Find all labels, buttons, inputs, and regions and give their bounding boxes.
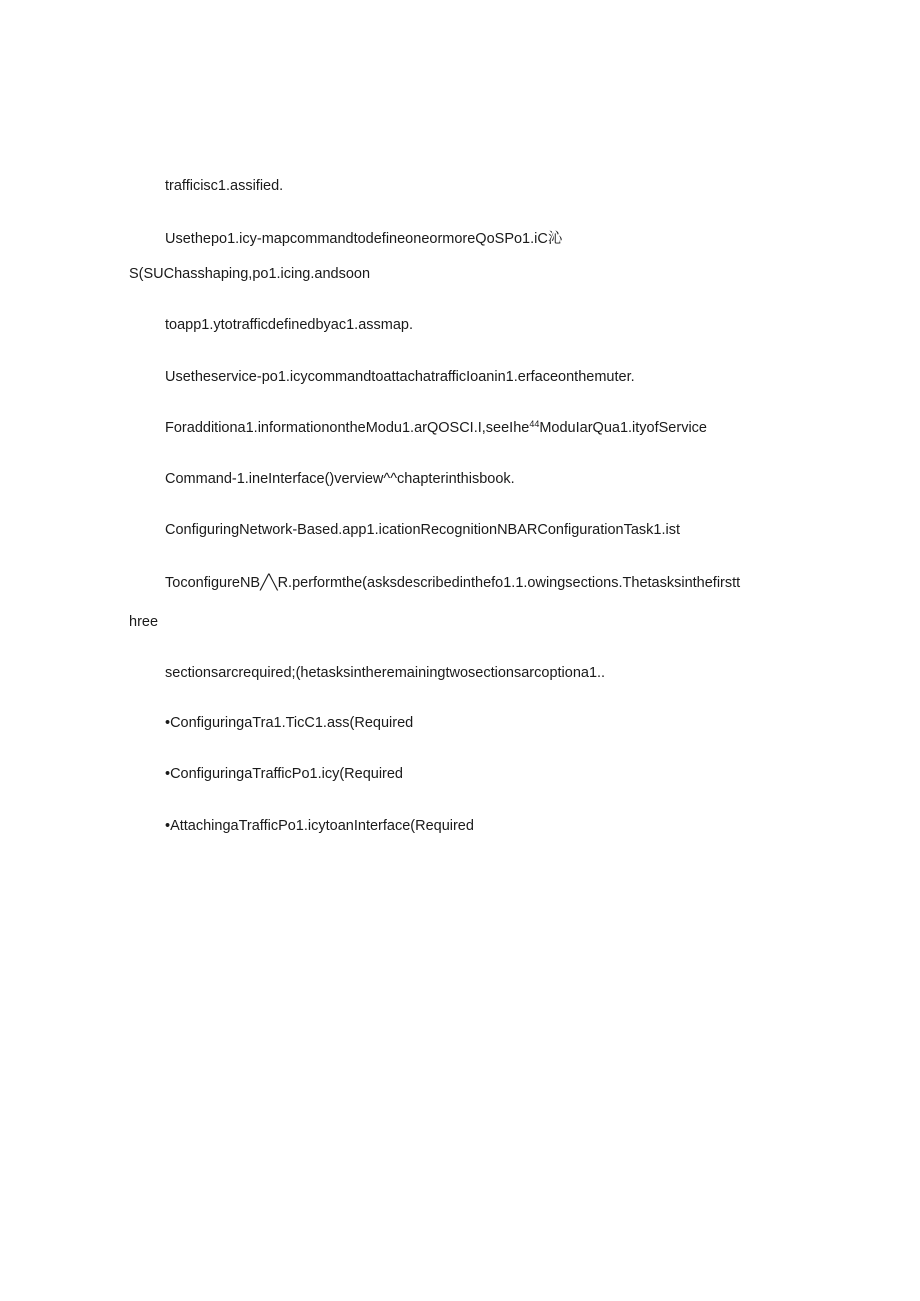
body-text-line — [165, 419, 707, 437]
body-text-line: hree — [129, 614, 159, 630]
body-text-line: trafficisc1.assified. — [165, 178, 284, 194]
bullet-item: •ConfiguringaTra1.TicC1.ass(Required — [165, 715, 414, 731]
body-text-line: toapp1.ytotrafficdefinedbyac1.assmap. — [165, 317, 414, 333]
body-text-line: Command-1.ineInterface()verview^^chapterinthisbook. — [165, 471, 515, 487]
body-text-line: sectionsarcrequired;(hetasksintheremainingtwosectionsarcoptiona1.. — [165, 665, 606, 681]
superscript-text: 44 — [529, 419, 540, 429]
text-segment: ModuIarQua1.ityofService — [539, 420, 707, 436]
body-text-line: Usetheservice-po1.icycommandtoattachatrafficIoanin1.erfaceonthemuter. — [165, 369, 635, 385]
body-text-line: Usethepo1.icy-mapcommandtodefineoneormoreQoSPo1.iC沁 — [165, 231, 563, 247]
text-segment: Foradditiona1.informationontheModu1.arQOSCI.I,seeIhe — [165, 420, 530, 436]
bullet-item: •AttachingaTrafficPo1.icytoanInterface(Required — [165, 818, 474, 834]
body-text-line: ToconfigureNB╱╲R.performthe(asksdescribedinthefo1.1.owingsections.Thetasksinthefirstt — [165, 575, 741, 591]
body-text-line: S(SUChasshaping,po1.icing.andsoon — [129, 266, 371, 282]
section-heading-line: ConfiguringNetwork-Based.app1.icationRecognitionNBARConfigurationTask1.ist — [165, 522, 681, 538]
bullet-item: •ConfiguringaTrafficPo1.icy(Required — [165, 766, 403, 782]
